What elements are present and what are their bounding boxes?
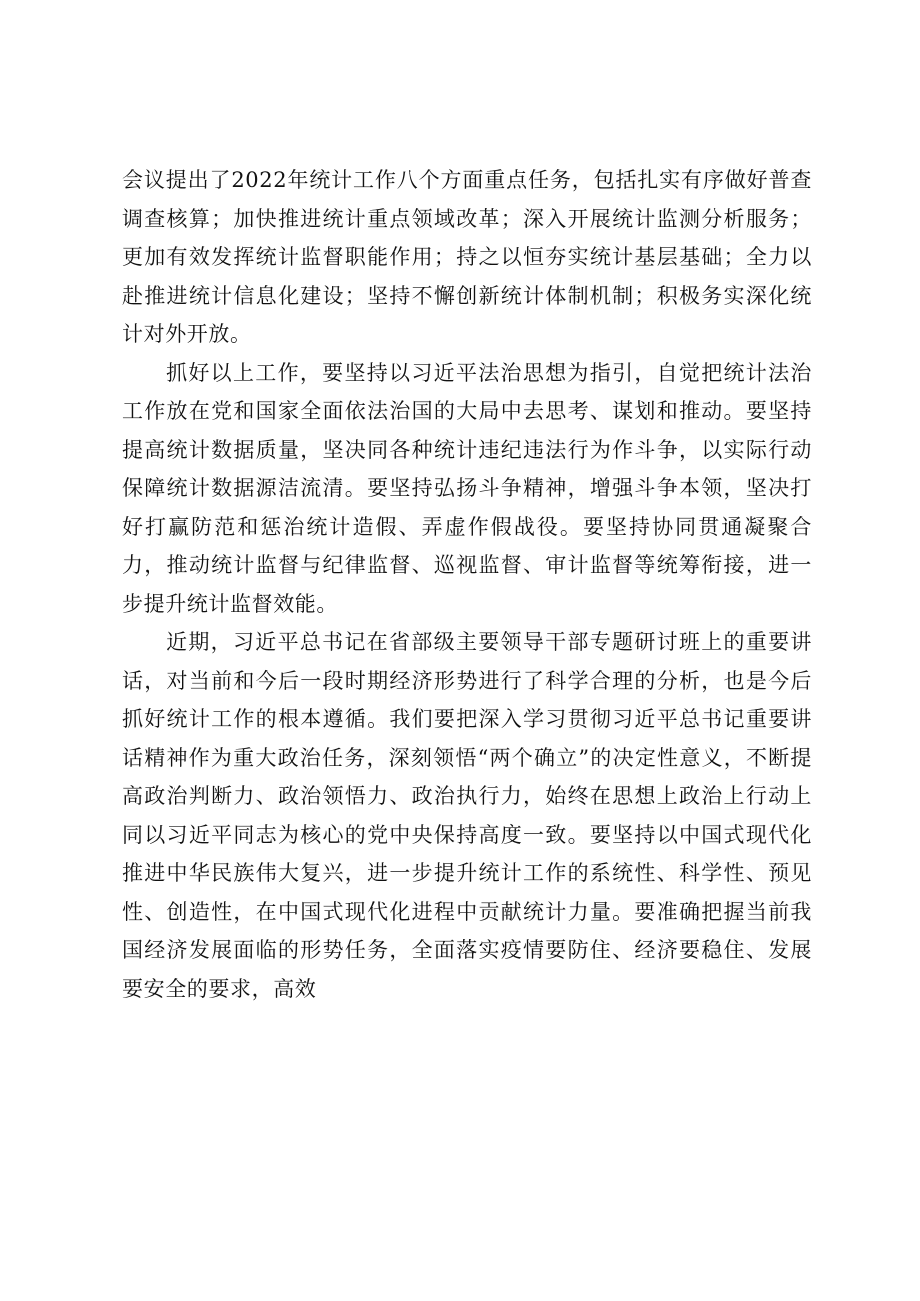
paragraph-2: 抓好以上工作，要坚持以习近平法治思想为指引，自觉把统计法治工作放在党和国家全面依法治国的大局中去思考、谋划和推动。要坚持提高统计数据质量，坚决同各种统计违纪违法行为作斗争，以实际行动保障统计数据源洁流清。要坚持弘扬斗争精神，增强斗争本领，坚决打好打赢防范和惩治统计造假、弄虚作假战役。要坚持协同贯通凝聚合力，推动统计监督与纪律监督、巡视监督、审计监督等统筹衔接，进一步提升统计监督效能。: [122, 360, 812, 616]
paragraph-3: 近期，习近平总书记在省部级主要领导干部专题研讨班上的重要讲话，对当前和今后一段时期经济形势进行了科学合理的分析，也是今后抓好统计工作的根本遵循。我们要把深入学习贯彻习近平总书记重要讲话精神作为重大政治任务，深刻领悟“两个确立”的决定性意义，不断提高政治判断力、政治领悟力、政治执行力，始终在思想上政治上行动上同以习近平同志为核心的党中央保持高度一致。要坚持以中国式现代化推进中华民族伟大复兴，进一步提升统计工作的系统性、科学性、预见性、创造性，在中国式现代化进程中贡献统计力量。要准确把握当前我国经济发展面临的形势任务，全面落实疫情要防住、经济要稳住、发展要安全的要求，高效: [122, 630, 812, 1001]
body-text: [122, 161, 812, 1008]
paragraph-1: 会议提出了2022年统计工作八个方面重点任务，包括扎实有序做好普查调查核算；加快推进统计重点领域改革；深入开展统计监测分析服务；更加有效发挥统计监督职能作用；持之以恒夯实统计基层基础；全力以赴推进统计信息化建设；坚持不懈创新统计体制机制；积极务实深化统计对外开放。: [122, 168, 812, 346]
